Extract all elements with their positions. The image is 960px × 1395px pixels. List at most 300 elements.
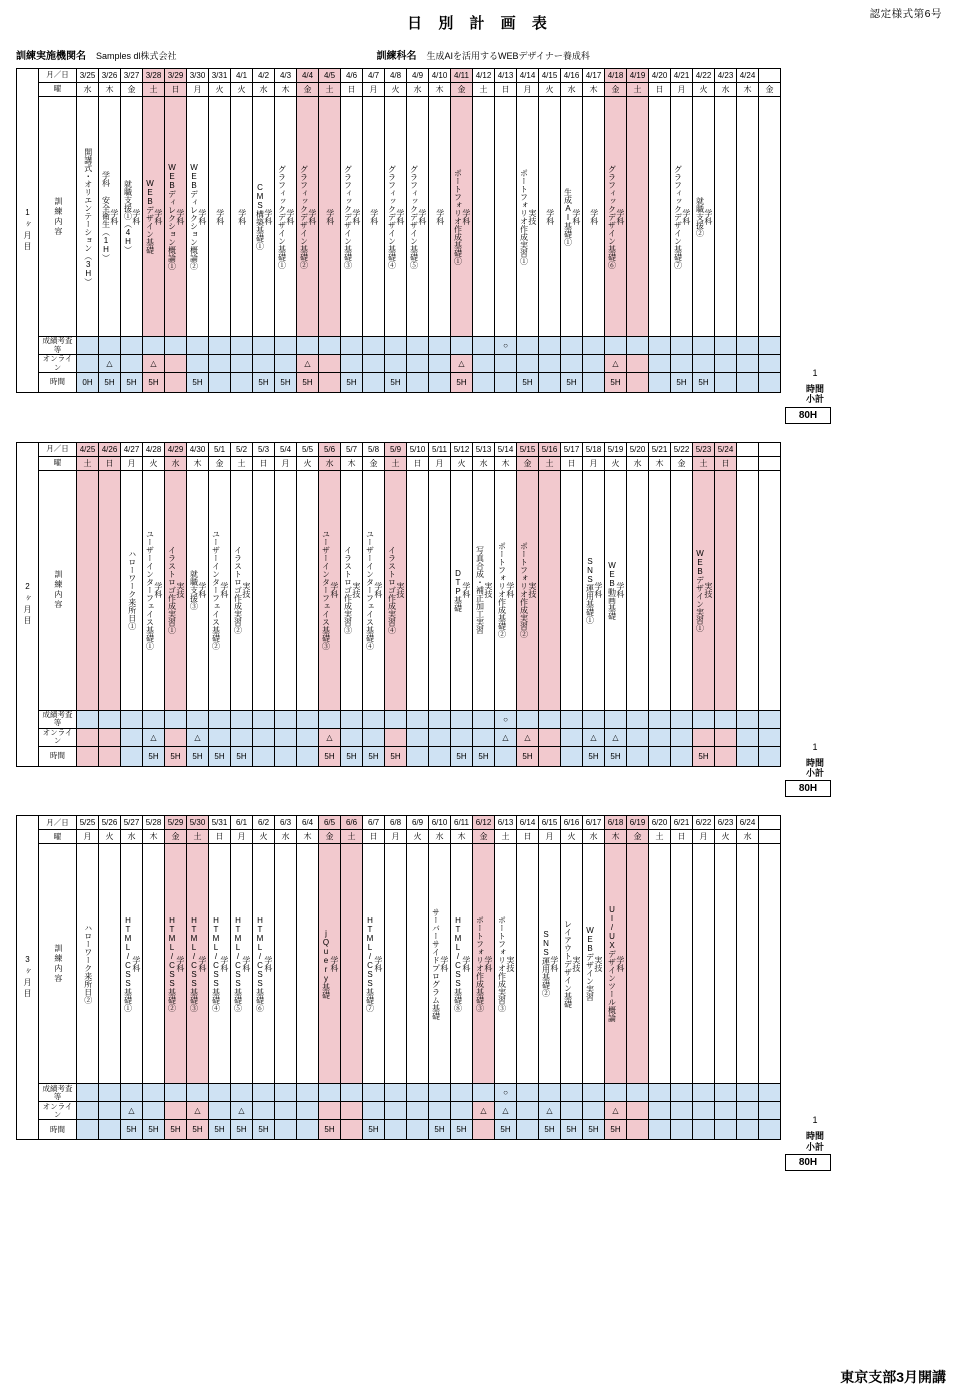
hours-cell <box>517 1120 539 1140</box>
weekday-cell: 水 <box>319 456 341 470</box>
hours-cell: 5H <box>187 746 209 766</box>
weekday-cell: 水 <box>275 830 297 844</box>
training-content-cell <box>99 844 121 1084</box>
training-content-cell <box>451 97 473 337</box>
online-cell <box>583 355 605 373</box>
online-cell <box>209 1102 231 1120</box>
date-cell: 6/10 <box>429 816 451 830</box>
assessment-cell <box>253 1084 275 1102</box>
content-subject: 就職支援③ <box>189 570 199 611</box>
training-content-cell <box>561 844 583 1084</box>
hours-cell <box>693 1120 715 1140</box>
assessment-cell <box>363 337 385 355</box>
content-kind: 学科 <box>215 208 225 225</box>
weekday-cell: 土 <box>231 456 253 470</box>
training-content-cell <box>429 844 451 1084</box>
row-label-date: 月／日 <box>39 69 77 83</box>
training-content-cell <box>561 470 583 710</box>
hours-cell: 5H <box>341 746 363 766</box>
content-subject: HTML/CSS基礎③ <box>189 915 199 1012</box>
assessment-cell <box>253 710 275 728</box>
content-kind: 学科 <box>153 208 163 225</box>
date-cell <box>759 69 781 83</box>
hours-cell <box>649 746 671 766</box>
date-cell: 6/7 <box>363 816 385 830</box>
weekday-cell: 金 <box>121 83 143 97</box>
weekday-cell: 月 <box>231 830 253 844</box>
date-cell: 3/31 <box>209 69 231 83</box>
training-content-cell <box>341 97 363 337</box>
date-cell: 5/16 <box>539 442 561 456</box>
weekday-cell: 水 <box>407 83 429 97</box>
hours-cell: 5H <box>385 746 407 766</box>
date-cell: 5/4 <box>275 442 297 456</box>
online-cell <box>561 1102 583 1120</box>
hours-cell <box>253 746 275 766</box>
training-content-cell <box>319 844 341 1084</box>
online-cell <box>539 728 561 746</box>
training-content-cell <box>165 97 187 337</box>
page-title: 日 別 計 画 表 <box>407 15 553 32</box>
weekday-cell: 日 <box>209 830 231 844</box>
date-cell: 5/1 <box>209 442 231 456</box>
hours-cell: 5H <box>231 1120 253 1140</box>
training-content-cell <box>143 97 165 337</box>
online-cell <box>627 1102 649 1120</box>
date-cell <box>737 442 759 456</box>
hours-cell <box>429 373 451 393</box>
assessment-cell: ○ <box>495 710 517 728</box>
date-cell: 5/29 <box>165 816 187 830</box>
weekday-cell: 火 <box>605 456 627 470</box>
content-subject: jQuery基礎 <box>321 928 331 999</box>
branch-note: 東京支部3月開講 <box>840 1369 946 1385</box>
weekday-cell: 土 <box>473 83 495 97</box>
online-cell: △ <box>319 728 341 746</box>
assessment-cell <box>385 710 407 728</box>
training-content-cell <box>209 97 231 337</box>
date-cell: 6/6 <box>341 816 363 830</box>
training-content-cell <box>649 844 671 1084</box>
content-kind: 学科 <box>373 582 383 599</box>
assessment-cell <box>319 337 341 355</box>
assessment-cell <box>451 1084 473 1102</box>
online-cell <box>407 355 429 373</box>
online-cell <box>165 1102 187 1120</box>
date-cell: 6/9 <box>407 816 429 830</box>
row-label-hours: 時間 <box>39 1120 77 1140</box>
date-cell: 6/16 <box>561 816 583 830</box>
date-cell: 3/29 <box>165 69 187 83</box>
online-cell: △ <box>187 728 209 746</box>
assessment-cell <box>121 1084 143 1102</box>
training-content-cell <box>297 97 319 337</box>
training-content-cell <box>121 470 143 710</box>
content-subject: HTML/CSS基礎⑥ <box>255 915 265 1012</box>
weekday-cell: 土 <box>319 83 341 97</box>
month-summary <box>785 815 845 1171</box>
weekday-cell: 火 <box>297 456 319 470</box>
assessment-cell <box>429 337 451 355</box>
date-cell: 5/15 <box>517 442 539 456</box>
content-kind: 学科 <box>615 582 625 599</box>
weekday-cell: 日 <box>649 83 671 97</box>
weekday-cell: 水 <box>473 456 495 470</box>
date-cell: 5/8 <box>363 442 385 456</box>
date-cell: 4/17 <box>583 69 605 83</box>
training-content-cell <box>539 470 561 710</box>
training-content-cell <box>275 844 297 1084</box>
weekday-cell: 火 <box>143 456 165 470</box>
date-cell: 6/15 <box>539 816 561 830</box>
content-subject: 就職支援② <box>695 196 705 237</box>
training-content-cell <box>209 470 231 710</box>
online-cell <box>275 728 297 746</box>
content-kind: 学科 <box>435 208 445 225</box>
assessment-cell <box>99 337 121 355</box>
content-kind: 学科 <box>395 208 405 225</box>
hours-cell: 5H <box>121 373 143 393</box>
hours-cell <box>231 373 253 393</box>
weekday-cell: 日 <box>363 830 385 844</box>
hours-cell <box>759 746 781 766</box>
assessment-cell <box>605 337 627 355</box>
weekday-cell: 日 <box>517 830 539 844</box>
date-cell: 5/19 <box>605 442 627 456</box>
date-cell: 6/13 <box>495 816 517 830</box>
training-content-cell <box>649 97 671 337</box>
weekday-cell: 金 <box>473 830 495 844</box>
date-cell: 5/23 <box>693 442 715 456</box>
online-cell <box>693 728 715 746</box>
online-cell: △ <box>473 1102 495 1120</box>
hours-cell <box>275 746 297 766</box>
content-kind: 学科 <box>461 208 471 225</box>
assessment-cell <box>759 337 781 355</box>
training-content-cell <box>407 470 429 710</box>
date-cell: 5/24 <box>715 442 737 456</box>
online-cell <box>671 1102 693 1120</box>
hours-cell: 5H <box>275 373 297 393</box>
training-content-cell <box>165 470 187 710</box>
assessment-cell: ○ <box>495 337 517 355</box>
online-cell <box>231 355 253 373</box>
date-cell: 5/21 <box>649 442 671 456</box>
month-summary <box>785 68 845 424</box>
hours-cell: 5H <box>231 746 253 766</box>
assessment-cell <box>209 1084 231 1102</box>
online-cell <box>99 728 121 746</box>
weekday-cell: 月 <box>671 83 693 97</box>
weekday-cell: 日 <box>165 83 187 97</box>
hours-cell: 5H <box>99 373 121 393</box>
online-cell <box>407 728 429 746</box>
assessment-cell <box>231 710 253 728</box>
date-cell: 5/2 <box>231 442 253 456</box>
content-kind: 学科 <box>241 955 251 972</box>
training-content-cell <box>165 844 187 1084</box>
online-cell <box>253 1102 275 1120</box>
date-cell: 3/27 <box>121 69 143 83</box>
online-cell <box>495 355 517 373</box>
date-cell: 3/28 <box>143 69 165 83</box>
training-content-cell <box>539 844 561 1084</box>
assessment-cell <box>671 337 693 355</box>
date-cell: 6/24 <box>737 816 759 830</box>
weekday-cell: 火 <box>209 83 231 97</box>
assessment-cell <box>561 1084 583 1102</box>
hours-cell: 5H <box>605 746 627 766</box>
online-cell: △ <box>495 1102 517 1120</box>
weekday-cell: 水 <box>77 83 99 97</box>
online-cell: △ <box>297 355 319 373</box>
content-subject: SNS運用基礎① <box>585 556 595 624</box>
hours-cell: 5H <box>693 746 715 766</box>
training-content-cell <box>737 470 759 710</box>
hours-cell: 5H <box>297 373 319 393</box>
hours-cell <box>121 746 143 766</box>
online-cell <box>165 728 187 746</box>
assessment-cell <box>165 337 187 355</box>
content-subject: ポートフォリオ作成基礎② <box>497 542 507 639</box>
assessment-cell <box>517 337 539 355</box>
training-content-cell <box>319 470 341 710</box>
month-block <box>0 68 960 424</box>
online-cell <box>77 728 99 746</box>
row-label-online: オンライン <box>39 728 77 746</box>
training-content-cell <box>385 470 407 710</box>
training-content-cell <box>583 844 605 1084</box>
assessment-cell <box>99 710 121 728</box>
date-cell: 4/11 <box>451 69 473 83</box>
date-cell: 5/11 <box>429 442 451 456</box>
online-cell: △ <box>605 1102 627 1120</box>
training-content-cell <box>77 470 99 710</box>
org-label: 訓練実施機関名 <box>16 51 86 62</box>
hours-cell: 5H <box>319 1120 341 1140</box>
online-cell <box>275 355 297 373</box>
assessment-cell <box>627 710 649 728</box>
row-label-content: 訓練内容 <box>39 97 77 337</box>
weekday-cell: 日 <box>495 83 517 97</box>
assessment-cell <box>231 1084 253 1102</box>
month-label: 2ヶ月目 <box>17 442 39 766</box>
content-kind: 学科 <box>219 582 229 599</box>
assessment-cell <box>165 1084 187 1102</box>
weekday-cell: 金 <box>671 456 693 470</box>
weekday-cell: 月 <box>539 830 561 844</box>
weekday-cell: 木 <box>583 83 605 97</box>
assessment-cell <box>77 337 99 355</box>
row-label-assessment: 成績考査等 <box>39 1084 77 1102</box>
assessment-cell <box>297 337 319 355</box>
content-subject: WEBディレクション概論① <box>167 163 177 270</box>
online-cell: △ <box>231 1102 253 1120</box>
content-subject: ポートフォリオ作成実習② <box>519 542 529 639</box>
meta-row <box>0 47 960 62</box>
training-content-cell <box>297 844 319 1084</box>
weekday-cell: 土 <box>143 83 165 97</box>
content-kind: 学科 <box>325 208 335 225</box>
assessment-cell <box>671 1084 693 1102</box>
weekday-cell: 日 <box>253 456 275 470</box>
date-cell: 4/10 <box>429 69 451 83</box>
training-content-cell <box>693 470 715 710</box>
online-cell <box>253 728 275 746</box>
assessment-cell <box>517 710 539 728</box>
online-cell <box>121 355 143 373</box>
date-cell: 6/12 <box>473 816 495 830</box>
content-subject: レイアウトデザイン基礎 <box>563 919 573 1008</box>
training-content-cell <box>759 470 781 710</box>
hours-cell: 5H <box>671 373 693 393</box>
training-content-cell <box>341 844 363 1084</box>
hours-cell <box>737 1120 759 1140</box>
assessment-cell <box>451 710 473 728</box>
content-subject: WEBデザイン基礎 <box>145 179 155 254</box>
hours-cell: 5H <box>517 746 539 766</box>
date-cell: 4/4 <box>297 69 319 83</box>
date-cell: 6/11 <box>451 816 473 830</box>
content-kind: 学科 <box>545 208 555 225</box>
date-cell: 6/20 <box>649 816 671 830</box>
date-cell: 5/7 <box>341 442 363 456</box>
content-subject: 生成AI基礎① <box>563 187 573 246</box>
weekday-cell: 火 <box>451 456 473 470</box>
assessment-cell <box>143 1084 165 1102</box>
online-cell <box>99 1102 121 1120</box>
date-cell: 5/14 <box>495 442 517 456</box>
training-content-cell <box>187 844 209 1084</box>
hours-cell <box>363 373 385 393</box>
date-cell: 4/3 <box>275 69 297 83</box>
training-content-cell <box>187 97 209 337</box>
weekday-cell: 水 <box>253 83 275 97</box>
date-cell: 3/30 <box>187 69 209 83</box>
hours-cell <box>297 746 319 766</box>
online-cell: △ <box>605 355 627 373</box>
assessment-cell <box>143 710 165 728</box>
hours-cell: 5H <box>363 746 385 766</box>
content-kind: 実技 <box>351 582 361 599</box>
content-subject: イラストロゴ作成実習② <box>233 546 243 635</box>
content-kind: 学科 <box>615 208 625 225</box>
online-cell <box>715 728 737 746</box>
hours-cell <box>407 1120 429 1140</box>
content-subject: 就職支援①（4H） <box>123 179 133 254</box>
assessment-cell <box>473 710 495 728</box>
assessment-cell <box>737 337 759 355</box>
date-cell: 4/7 <box>363 69 385 83</box>
content-kind: 実技 <box>241 582 251 599</box>
date-cell: 4/25 <box>77 442 99 456</box>
online-cell <box>385 728 407 746</box>
hours-cell: 5H <box>583 1120 605 1140</box>
assessment-cell <box>561 337 583 355</box>
weekday-cell: 火 <box>715 830 737 844</box>
date-cell: 5/18 <box>583 442 605 456</box>
weekday-cell: 木 <box>451 830 473 844</box>
assessment-cell <box>715 1084 737 1102</box>
assessment-cell <box>759 710 781 728</box>
hours-cell: 5H <box>451 373 473 393</box>
online-cell: △ <box>143 728 165 746</box>
content-subject: ポートフォリオ作成基礎③ <box>475 915 485 1012</box>
content-kind: 学科 <box>505 582 515 599</box>
weekday-cell: 土 <box>649 830 671 844</box>
content-subject: SNS運用基礎② <box>541 930 551 998</box>
online-cell <box>539 355 561 373</box>
training-content-cell <box>473 97 495 337</box>
date-cell: 5/17 <box>561 442 583 456</box>
date-cell: 6/1 <box>231 816 253 830</box>
training-content-cell <box>121 844 143 1084</box>
online-cell <box>209 728 231 746</box>
weekday-cell: 水 <box>715 83 737 97</box>
training-content-cell <box>693 97 715 337</box>
training-content-cell <box>473 470 495 710</box>
content-subject: グラフィックデザイン基礎⑤ <box>409 164 419 269</box>
hours-cell: 5H <box>187 373 209 393</box>
date-cell: 6/21 <box>671 816 693 830</box>
assessment-cell <box>561 710 583 728</box>
content-subject: グラフィックデザイン基礎② <box>299 164 309 269</box>
content-kind: 学科 <box>175 955 185 972</box>
weekday-cell: 木 <box>143 830 165 844</box>
content-kind: 学科 <box>109 208 119 225</box>
training-content-cell <box>495 844 517 1084</box>
date-cell: 5/31 <box>209 816 231 830</box>
content-subject: サーバーサイドプログラム基礎 <box>431 907 441 1020</box>
training-content-cell <box>231 97 253 337</box>
online-cell <box>319 355 341 373</box>
content-kind: 学科 <box>461 582 471 599</box>
weekday-cell: 月 <box>187 83 209 97</box>
content-kind: 実技 <box>703 582 713 599</box>
date-cell: 4/8 <box>385 69 407 83</box>
online-cell: △ <box>539 1102 561 1120</box>
date-cell: 6/19 <box>627 816 649 830</box>
content-subject: HTML/CSS基礎⑧ <box>453 915 463 1012</box>
date-cell: 6/8 <box>385 816 407 830</box>
online-cell: △ <box>121 1102 143 1120</box>
online-cell <box>341 728 363 746</box>
hours-cell <box>77 746 99 766</box>
weekday-cell: 金 <box>517 456 539 470</box>
training-content-cell <box>99 470 121 710</box>
hours-cell <box>583 373 605 393</box>
weekday-cell: 日 <box>407 456 429 470</box>
date-cell: 3/25 <box>77 69 99 83</box>
content-kind: 実技 <box>593 955 603 972</box>
online-cell <box>77 1102 99 1120</box>
date-cell: 4/1 <box>231 69 253 83</box>
date-cell: 4/12 <box>473 69 495 83</box>
date-cell: 6/23 <box>715 816 737 830</box>
hours-cell: 5H <box>143 1120 165 1140</box>
hours-cell: 5H <box>385 373 407 393</box>
weekday-cell: 金 <box>451 83 473 97</box>
row-label-day: 曜 <box>39 830 77 844</box>
hours-cell <box>561 746 583 766</box>
date-cell: 6/14 <box>517 816 539 830</box>
date-cell: 6/4 <box>297 816 319 830</box>
org-value: Samples dl株式会社 <box>96 51 177 61</box>
weekday-cell: 水 <box>165 456 187 470</box>
block-separator <box>0 797 960 815</box>
assessment-cell <box>77 710 99 728</box>
online-cell <box>561 728 583 746</box>
